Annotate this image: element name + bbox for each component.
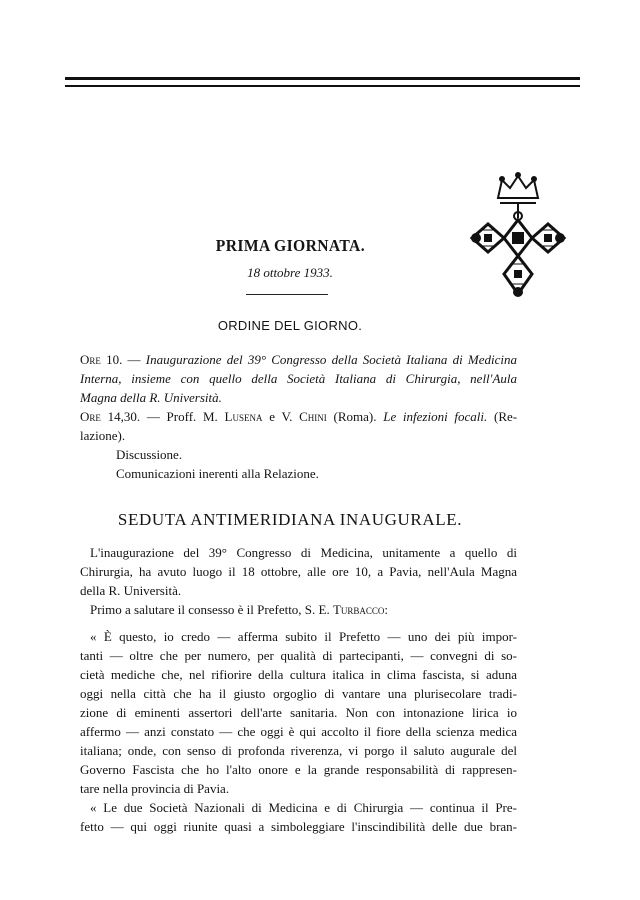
paragraph-3 bbox=[80, 627, 517, 798]
paragraph-2-text: Primo a salutare il consesso è il Prefetto, S. E. bbox=[90, 602, 330, 617]
agenda-item-2-speaker-1: Lusena bbox=[224, 409, 263, 424]
paragraph-3-line-7: italiana; onde, con senso di profonda riverenza, vi porgo il saluto augurale del bbox=[80, 743, 517, 758]
paragraph-4 bbox=[80, 798, 517, 836]
paragraph-3-line-2: tanti — oltre che per numero, per qualità di partecipanti, — convegni di so- bbox=[80, 648, 517, 663]
agenda-item-1-time: 10. — bbox=[106, 352, 141, 367]
paragraph-2-name: Turbacco: bbox=[332, 602, 389, 617]
paragraph-3-line-6: affermo — anzi constato — che oggi è qui accolto il fiore della scienza medica bbox=[80, 724, 517, 739]
agenda-item-2 bbox=[80, 407, 517, 445]
paragraph-4-line-1: « Le due Società Nazionali di Medicina e di Chirurgia — continua il Pre- bbox=[90, 800, 517, 815]
paragraph-1-line-1: L'inaugurazione del 39° Congresso di Medicina, unitamente a quello di bbox=[90, 545, 517, 560]
agenda-item-1-line-1: Inaugurazione del 39° Congresso della Società Italiana di Medicina bbox=[145, 352, 518, 367]
header-rule-thick bbox=[65, 77, 580, 80]
paragraph-3-line-9: tare nella provincia di Pavia. bbox=[80, 781, 230, 796]
header-rule-thin bbox=[65, 85, 580, 87]
agenda-item-2-time: 14,30. — bbox=[107, 409, 160, 424]
agenda-item-1 bbox=[80, 350, 517, 407]
agenda-item-2-prefix: Proff. M. bbox=[166, 409, 218, 424]
agenda-item-2-time-label: Ore bbox=[80, 409, 101, 424]
paragraph-3-line-8: Governo Fascista che ho l'alto onore e la grande responsabilità di rappresen- bbox=[80, 762, 517, 777]
paragraph-3-line-5: zione di eminenti assertori dell'arte sanitaria. Non con intonazione lirica io bbox=[80, 705, 517, 720]
paragraph-1-line-3: della R. Università. bbox=[80, 583, 182, 598]
paragraph-2 bbox=[80, 600, 517, 619]
agenda-item-2-place: (Roma). bbox=[333, 409, 377, 424]
paragraph-1-line-2: Chirurgia, ha avuto luogo il 18 ottobre, alle ore 10, a Pavia, nell'Aula Magna bbox=[80, 564, 517, 579]
agenda-item-1-line-3: Magna della R. Università. bbox=[80, 390, 222, 405]
agenda-sub-item-discussion: Discussione. bbox=[116, 447, 183, 462]
agenda-sub-items bbox=[80, 445, 517, 483]
agenda-sub-item-communications: Comunicazioni inerenti alla Relazione. bbox=[116, 466, 319, 481]
agenda-item-2-tail: (Re- bbox=[494, 409, 518, 424]
agenda-item-1-line-2: Interna, insieme con quello della Società Italiana di Chirurgia, nell'Aula bbox=[80, 371, 517, 386]
title-divider bbox=[246, 294, 328, 295]
agenda-item-2-topic: Le infezioni focali. bbox=[383, 409, 488, 424]
paragraph-3-line-1: « È questo, io credo — afferma subito il Prefetto — uno dei più impor- bbox=[90, 629, 517, 644]
section-title: SEDUTA ANTIMERIDIANA INAUGURALE. bbox=[117, 510, 463, 529]
paragraph-3-line-4: oggi nella città che ha il giusto orgoglio di vantare una plurisecolare tradi- bbox=[80, 686, 517, 701]
paragraph-1 bbox=[80, 543, 517, 600]
agenda-heading: ORDINE DEL GIORNO. bbox=[217, 318, 363, 333]
agenda-item-2-tail-line: lazione). bbox=[80, 428, 126, 443]
paragraph-3-line-3: cietà mediche che, nel rifiorire della cultura italica in clima fascista, si aduna bbox=[80, 667, 517, 682]
day-date: 18 ottobre 1933. bbox=[247, 265, 333, 280]
paragraph-4-line-2: fetto — qui oggi riunite quasi a simboleggiare l'inscindibilità delle due bran- bbox=[80, 819, 517, 834]
agenda-item-2-mid: e V. bbox=[269, 409, 293, 424]
agenda-item-1-time-label: Ore bbox=[80, 352, 101, 367]
day-title: PRIMA GIORNATA. bbox=[215, 236, 365, 255]
agenda-item-2-speaker-2: Chini bbox=[299, 409, 327, 424]
